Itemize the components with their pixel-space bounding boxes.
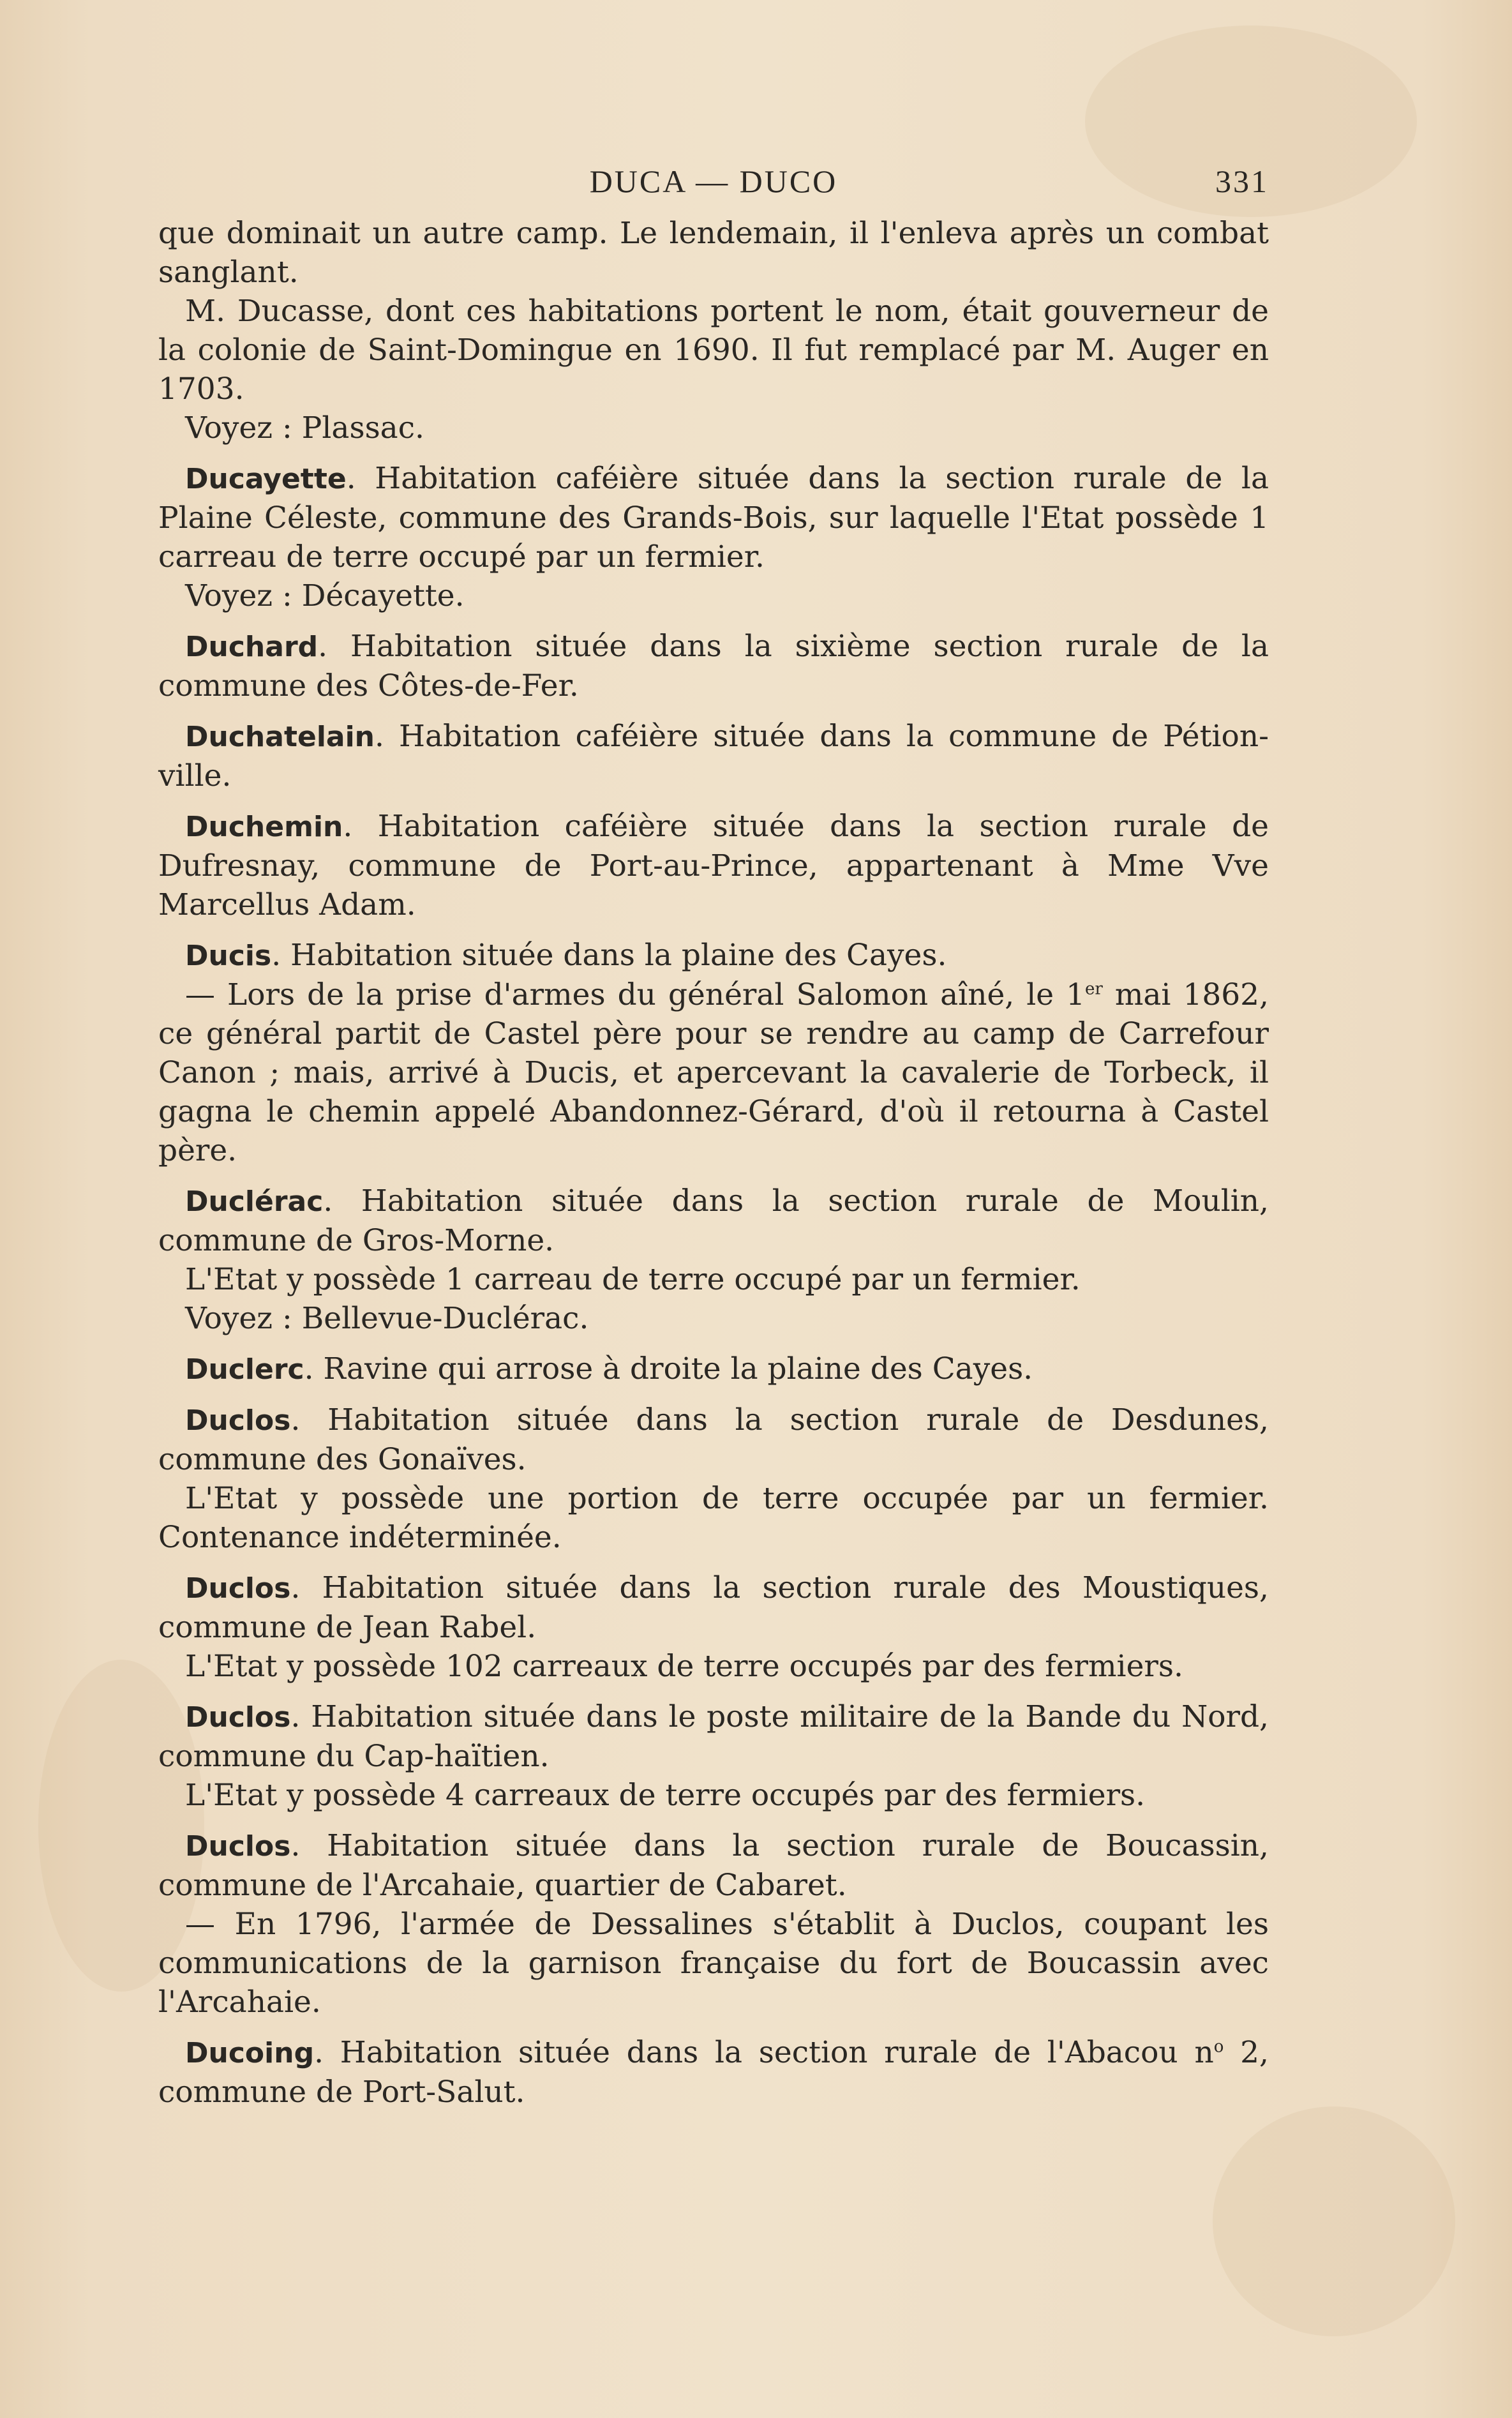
dictionary-entry: Duclos. Habitation située dans la section rurale de Desdunes, commune des Gonaïves. xyxy=(158,1402,1269,1477)
entry-text: Habitation située dans la sixième section rurale de la commune des Côtes-de-Fer. xyxy=(158,629,1269,703)
entry-text: Habitation caféière située dans la commune de Pétion-ville. xyxy=(158,719,1269,793)
paragraph xyxy=(158,292,1269,409)
entry-text: Habitation caféière située dans la section rurale de la Plaine Céleste, commune des Grands-Bois, sur laquelle l'Etat possède 1 carreau de terre occupé par un fermier. xyxy=(158,461,1269,574)
entry-text: Habitation située dans la section rurale de Boucassin, commune de l'Arcahaie, quartier de Cabaret. xyxy=(158,1828,1269,1903)
entry-headword: Ducayette xyxy=(185,463,347,495)
paragraph-text: M. Ducasse, dont ces habitations portent le nom, était gouverneur de la colonie de Saint-Domingue en 1690. Il fut remplacé par M. Auger en 1703. xyxy=(158,294,1269,407)
paragraph-text: Voyez : Décayette. xyxy=(185,578,465,613)
dictionary-entry: Duchemin. Habitation caféière située dans la section rurale de Dufresnay, commune de Port-au-Prince, appartenant à Mme Vve Marcellus Adam. xyxy=(158,809,1269,922)
paragraph-text: mai 1862, ce général partit de Castel père pour se rendre au camp de Carrefour Canon ; mais, arrivé à Ducis, et apercevant la cavalerie de Torbeck, il gagna le chemin appelé Abandonnez-Gérard, d'où il retourna à Castel père. xyxy=(158,977,1269,1168)
paragraph xyxy=(158,1776,1269,1815)
entry-headword: Duclérac xyxy=(185,1185,324,1218)
entry-headword: Duchard xyxy=(185,631,318,663)
superscript: er xyxy=(1084,979,1103,999)
dictionary-entry: Ducis. Habitation située dans la plaine des Cayes. xyxy=(185,938,947,973)
dictionary-entry: Duclerc. Ravine qui arrose à droite la plaine des Cayes. xyxy=(185,1351,1033,1386)
entry-text: 2, commune de Port-Salut. xyxy=(158,2035,1269,2110)
paragraph-text: L'Etat y possède 4 carreaux de terre occupés par des fermiers. xyxy=(185,1778,1146,1813)
paragraph xyxy=(158,1260,1269,1299)
entry-headword: Duclos xyxy=(185,1701,291,1734)
paper-stain xyxy=(1213,2106,1455,2336)
entry-text: Habitation située dans la plaine des Cayes. xyxy=(290,938,947,973)
entry-text: Habitation située dans le poste militaire de la Bande du Nord, commune du Cap-haïtien. xyxy=(158,1699,1269,1774)
paragraph-text: Voyez : Bellevue-Duclérac. xyxy=(185,1301,589,1336)
dictionary-entry: Duclos. Habitation située dans la section rurale des Moustiques, commune de Jean Rabel. xyxy=(158,1570,1269,1645)
paragraph xyxy=(158,1479,1269,1557)
paragraph-text: L'Etat y possède une portion de terre occupée par un fermier. Contenance indéterminée. xyxy=(158,1481,1269,1555)
entry-text: Habitation située dans la section rurale des Moustiques, commune de Jean Rabel. xyxy=(158,1570,1269,1645)
entry-text: Habitation caféière située dans la section rurale de Dufresnay, commune de Port-au-Prince, appartenant à Mme Vve Marcellus Adam. xyxy=(158,809,1269,922)
entry-headword: Duclos xyxy=(185,1572,291,1605)
page-number: 331 xyxy=(1215,163,1269,199)
paragraph xyxy=(158,1905,1269,2022)
paragraph xyxy=(158,409,1269,447)
paragraph xyxy=(158,214,1269,292)
dictionary-entry: Ducayette. Habitation caféière située dans la section rurale de la Plaine Céleste, commune des Grands-Bois, sur laquelle l'Etat possède 1 carreau de terre occupé par un fermier. xyxy=(158,461,1269,574)
running-title: DUCA — DUCO xyxy=(589,163,838,199)
entry-headword: Ducis xyxy=(185,940,272,972)
entry-headword: Duchatelain xyxy=(185,721,375,753)
dictionary-entry: Duchard. Habitation située dans la sixième section rurale de la commune des Côtes-de-Fer. xyxy=(158,629,1269,703)
entry-headword: Duclos xyxy=(185,1830,291,1863)
paragraph-text: L'Etat y possède 1 carreau de terre occupé par un fermier. xyxy=(185,1262,1081,1297)
entry-text: Habitation située dans la section rurale de l'Abacou n xyxy=(340,2035,1214,2070)
entry-headword: Duclerc xyxy=(185,1353,304,1386)
entry-text: Ravine qui arrose à droite la plaine des Cayes. xyxy=(323,1351,1033,1386)
dictionary-entry: Duclos. Habitation située dans le poste militaire de la Bande du Nord, commune du Cap-haïtien. xyxy=(158,1699,1269,1774)
paragraph xyxy=(158,1299,1269,1338)
entry-headword: Ducoing xyxy=(185,2037,315,2069)
entry-headword: Duclos xyxy=(185,1404,291,1437)
paragraph-text: L'Etat y possède 102 carreaux de terre occupés par des fermiers. xyxy=(185,1649,1183,1684)
paragraph xyxy=(158,975,1269,1170)
paragraph-text: — En 1796, l'armée de Dessalines s'établit à Duclos, coupant les communications de la garnison française du fort de Boucassin avec l'Arcahaie. xyxy=(158,1907,1269,2020)
dictionary-entry: Duchatelain. Habitation caféière située dans la commune de Pétion-ville. xyxy=(158,719,1269,793)
dictionary-entry: Ducoing. Habitation située dans la section rurale de l'Abacou $n^o$ 2, commune de Port-Salut. xyxy=(158,2035,1269,2110)
paragraph-text: que dominait un autre camp. Le lendemain, il l'enleva après un combat sanglant. xyxy=(158,216,1269,290)
paragraph-text: — Lors de la prise d'armes du général Salomon aîné, le 1 xyxy=(185,977,1085,1012)
dictionary-entry: Duclérac. Habitation située dans la section rurale de Moulin, commune de Gros-Morne. xyxy=(158,1183,1269,1258)
paragraph xyxy=(158,1647,1269,1686)
entry-text: Habitation située dans la section rurale de Desdunes, commune des Gonaïves. xyxy=(158,1402,1269,1477)
paragraph-text: Voyez : Plassac. xyxy=(185,410,424,446)
running-header xyxy=(158,163,1269,214)
entry-headword: Duchemin xyxy=(185,811,343,843)
paragraph xyxy=(158,576,1269,615)
superscript: o xyxy=(1213,2037,1224,2057)
dictionary-entry: Duclos. Habitation située dans la section rurale de Boucassin, commune de l'Arcahaie, quartier de Cabaret. xyxy=(158,1828,1269,1903)
text-block xyxy=(158,163,1269,2112)
entry-text: Habitation située dans la section rurale de Moulin, commune de Gros-Morne. xyxy=(158,1183,1269,1258)
